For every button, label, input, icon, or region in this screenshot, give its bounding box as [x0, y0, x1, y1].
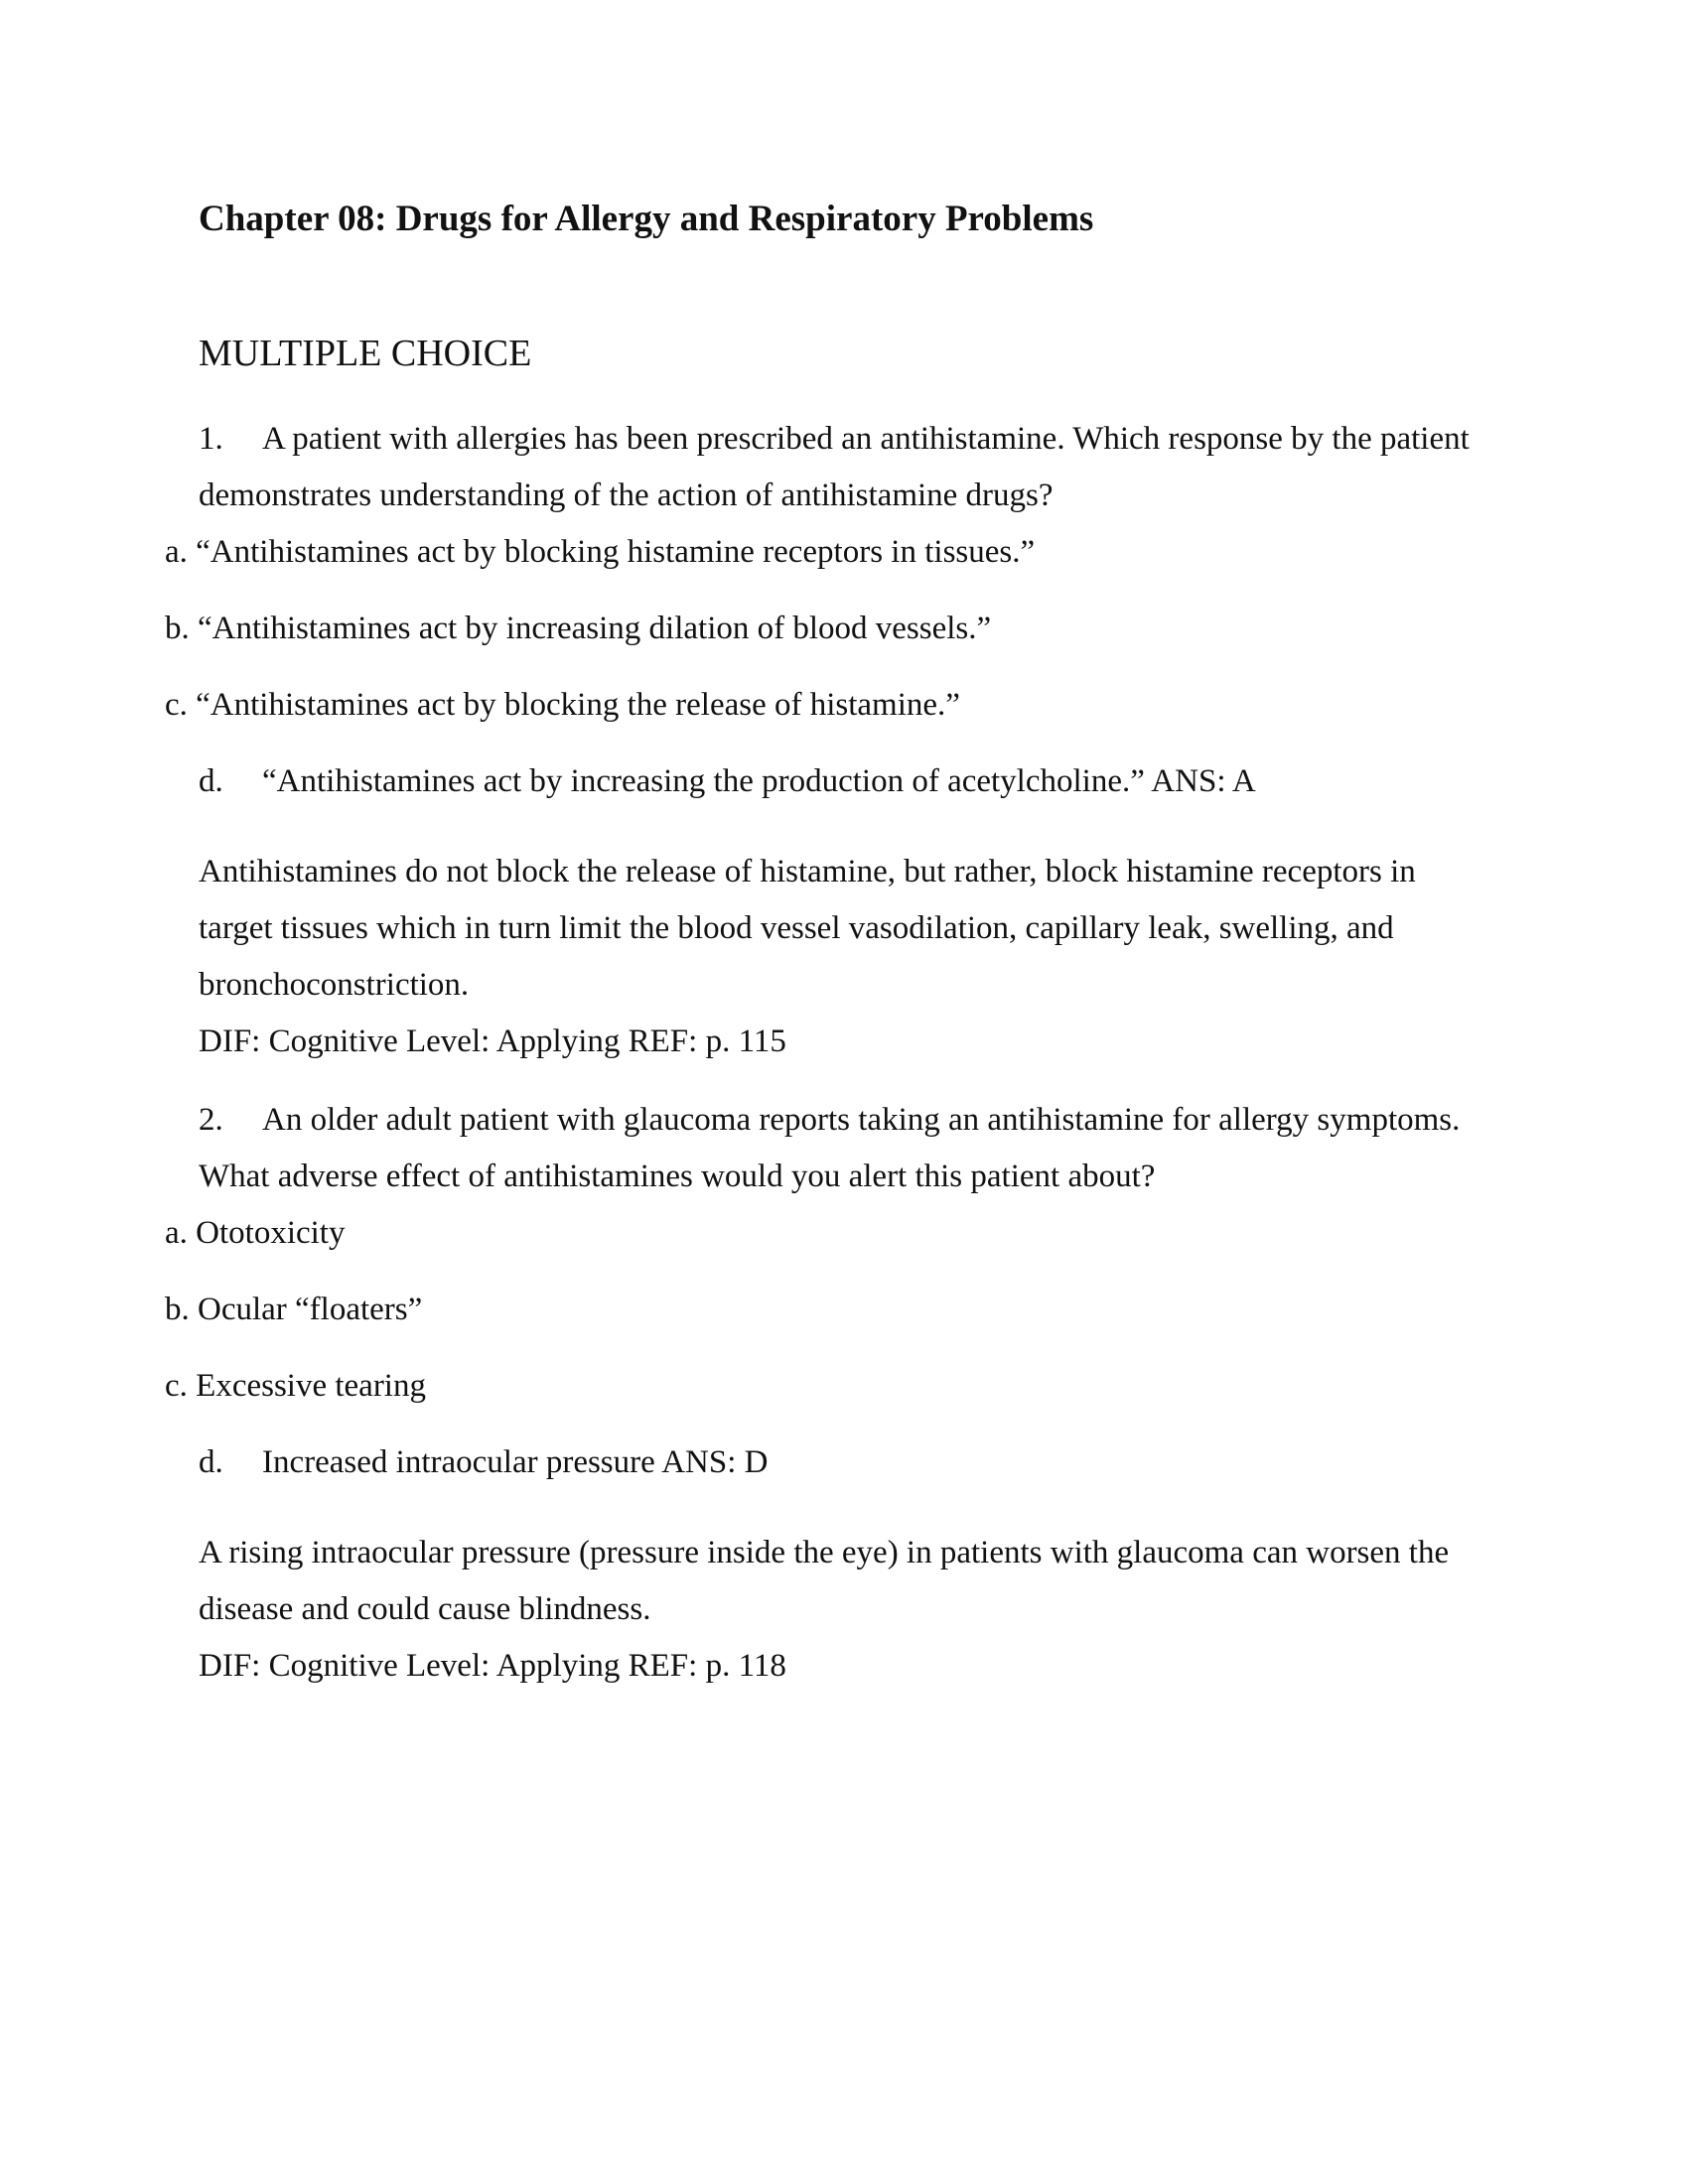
- question-1-rationale-line1: Antihistamines do not block the release of histamine, but rather, block histamine receptors in: [199, 854, 1416, 889]
- option-label: d.: [199, 1444, 223, 1480]
- option-text: “Antihistamines act by increasing dilation of blood vessels.”: [198, 611, 992, 646]
- question-1-option-c: [165, 685, 960, 725]
- question-1-stem-line1: [199, 419, 1470, 459]
- question-1-option-b: [165, 609, 991, 648]
- question-1-dif: DIF: Cognitive Level: Applying REF: p. 115: [199, 1024, 786, 1059]
- option-label: d.: [199, 763, 223, 799]
- question-1-stem-line2: demonstrates understanding of the action of antihistamine drugs?: [199, 478, 1054, 513]
- question-1-rationale-line3: bronchoconstriction.: [199, 967, 470, 1003]
- option-label: c.: [165, 687, 188, 723]
- question-1-number: 1.: [199, 421, 223, 457]
- question-2-dif: DIF: Cognitive Level: Applying REF: p. 118: [199, 1648, 786, 1684]
- question-1-rationale-line2: target tissues which in turn limit the blood vessel vasodilation, capillary leak, swelling, and: [199, 910, 1394, 946]
- section-heading: MULTIPLE CHOICE: [199, 333, 532, 374]
- option-text: “Antihistamines act by increasing the production of acetylcholine.” ANS: A: [262, 763, 1256, 799]
- question-2-option-c: [165, 1366, 426, 1406]
- option-text: Ototoxicity: [196, 1215, 346, 1251]
- question-2-option-b: [165, 1290, 422, 1329]
- option-label: a.: [165, 1215, 188, 1251]
- option-text: Ocular “floaters”: [198, 1292, 423, 1327]
- option-text: Increased intraocular pressure ANS: D: [262, 1444, 769, 1480]
- option-label: b.: [165, 611, 190, 646]
- question-2-rationale-line2: disease and could cause blindness.: [199, 1591, 651, 1627]
- question-2-stem-line2: What adverse effect of antihistamines would you alert this patient about?: [199, 1159, 1156, 1194]
- chapter-title: Chapter 08: Drugs for Allergy and Respiratory Problems: [199, 199, 1094, 239]
- question-2-rationale-line1: A rising intraocular pressure (pressure inside the eye) in patients with glaucoma can worsen the: [199, 1535, 1450, 1570]
- option-text: “Antihistamines act by blocking the release of histamine.”: [196, 687, 960, 723]
- option-label: b.: [165, 1292, 190, 1327]
- question-2-stem-line1: [199, 1100, 1460, 1140]
- question-1-option-a: [165, 532, 1035, 572]
- question-2-stem-text: An older adult patient with glaucoma reports taking an antihistamine for allergy symptoms.: [262, 1102, 1461, 1138]
- option-label: a.: [165, 534, 188, 570]
- question-2-option-d: [199, 1442, 769, 1482]
- option-text: “Antihistamines act by blocking histamine receptors in tissues.”: [196, 534, 1036, 570]
- question-2-option-a: [165, 1213, 345, 1253]
- question-1-option-d: [199, 761, 1256, 801]
- question-2-number: 2.: [199, 1102, 223, 1138]
- option-text: Excessive tearing: [196, 1368, 426, 1404]
- option-label: c.: [165, 1368, 188, 1404]
- question-1-stem-text: A patient with allergies has been prescribed an antihistamine. Which response by the patient: [262, 421, 1470, 457]
